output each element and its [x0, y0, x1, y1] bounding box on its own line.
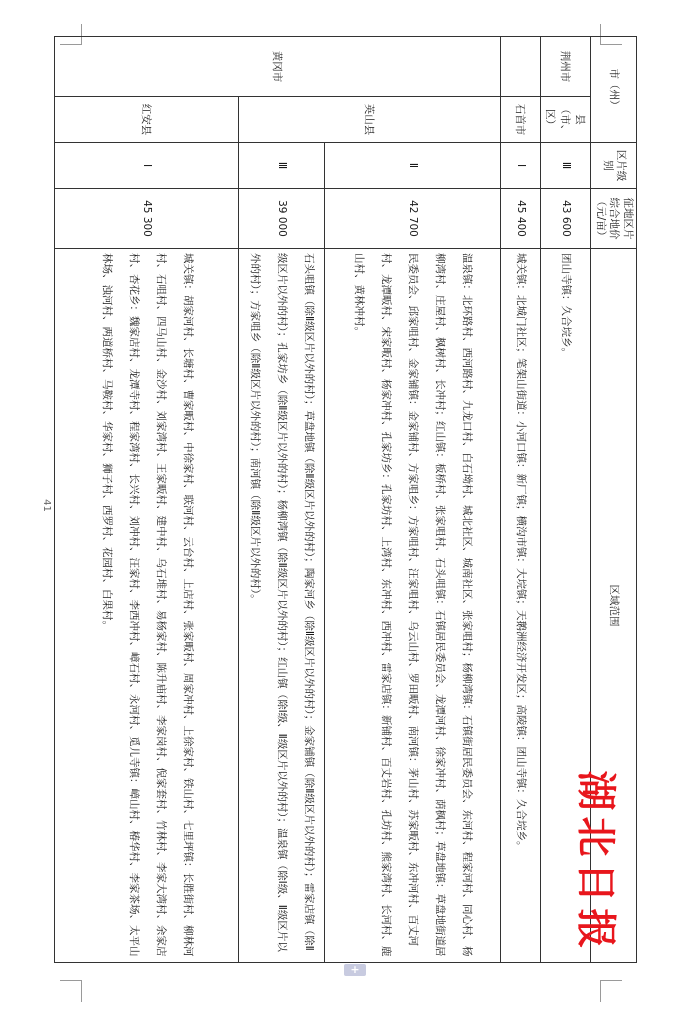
- table-row: [239, 37, 325, 963]
- cell-county: 红安县: [55, 97, 239, 143]
- logo-char: 日: [572, 862, 620, 903]
- crop-mark: [81, 980, 82, 1002]
- cell-county-header: 县（市、区）: [541, 97, 591, 143]
- cell-level: Ⅱ: [325, 143, 501, 189]
- cell-range: 团山寺镇：久合垸乡。: [541, 249, 591, 963]
- logo-char: 北: [572, 816, 620, 857]
- cell-price: 45 300: [55, 189, 239, 249]
- cell-level: Ⅰ: [55, 143, 239, 189]
- cell-price: 43 600: [541, 189, 591, 249]
- table-row: [325, 37, 501, 963]
- cell-range: 温泉镇：北环路村、西河路村、九龙口村、白石坳村、城北社区、城南社区、张家咀村；杨柳湾镇：石镇街居民委员会、东河村、程家河村、同心村、杨柳湾村、庄屋村、枫树村、长冲村；红山镇：板桥村、张家咀村、石头咀镇：石镇居民委员会、龙潭河村、徐家冲村、荫枫村；草盘地镇：草盘地街道居民委员会、邱家咀村、金家铺镇：金家铺村、方家咀乡：方家咀村、汪家咀村、乌云山村、罗田畈村、南河镇：茅山村、苏家畈村、东冲河村、百丈河村、龙潭畈村、宋家畈村、杨家冲村、孔家坊乡：孔家坊村、上湾村、东冲村、西冲村、雷家店镇：新铺村、百丈岩村、孔坊村、熊家湾村、长河村、鹿山村、黄林冲村。: [325, 249, 501, 963]
- hubei-daily-logo: [568, 762, 630, 952]
- cell-county: 石首市: [501, 97, 541, 143]
- page-number: 41: [40, 499, 52, 512]
- header-price: 征地区片综合地价（元/亩）: [591, 189, 637, 249]
- table-row: [55, 37, 239, 963]
- logo-char: 湖: [572, 770, 620, 811]
- cell-city: 荆州市: [541, 37, 591, 97]
- cell-price: 42 700: [325, 189, 501, 249]
- table-row: [501, 37, 541, 963]
- cell-level: Ⅲ: [239, 143, 325, 189]
- cell-price: 45 400: [501, 189, 541, 249]
- rotated-table-container: [85, 36, 637, 962]
- crop-mark: [600, 980, 601, 1002]
- cell-range: 石头咀镇（除Ⅱ级区片以外的村）；草盘地镇（除Ⅱ级区片以外的村）；陶家河乡（除Ⅱ级区片以外的村）；金家铺镇（除Ⅱ级区片以外的村）；雷家店镇（除Ⅱ级区片以外的村）；孔家坊乡（除Ⅱ级区片以外的村）；杨柳湾镇（除Ⅱ级区片以外的村）；红山镇（除Ⅰ级、Ⅱ级区片以外的村）；温泉镇（除Ⅰ级、Ⅱ级区片以外的村）；方家咀乡（除Ⅱ级区片以外的村）；南河镇（除Ⅱ级区片以外的村）。: [239, 249, 325, 963]
- header-range: 区域范围: [591, 249, 637, 963]
- cell-price: 39 000: [239, 189, 325, 249]
- cell-city: [501, 37, 541, 97]
- cell-level: Ⅲ: [541, 143, 591, 189]
- cell-county: 英山县: [239, 97, 501, 143]
- header-zone-level: 区片级别: [591, 143, 637, 189]
- cell-range: 城关镇：北城门社区；笔架山街道：小河口镇：新厂镇；横沟市镇：大垸镇；天鹅洲经济开发区；高陵镇：团山寺镇：久合垸乡。: [501, 249, 541, 963]
- crop-mark: [60, 980, 82, 981]
- header-city: 市（州）: [591, 37, 637, 143]
- land-price-table: [54, 36, 637, 963]
- cell-level: Ⅰ: [501, 143, 541, 189]
- logo-char: 报: [572, 908, 620, 949]
- add-page-button[interactable]: +: [344, 964, 366, 976]
- crop-mark: [600, 980, 622, 981]
- cell-city: 黄冈市: [55, 37, 501, 97]
- cell-range: 城关镇：胡家河村、长塘村、曹家畈村、中徐家村、联河村、云台村、上店村、张家畈村、周家冲村、上徐家村、铁山村、七里坪镇：长胜街村、柳林河村、石咀村、四马山村、金沙村、刘家湾村、王家畈村、建中村、乌石堆村、易杨家村、陈升庙村、李家岗村、倪家套村、竹林村、李家大湾村、余家店村、杏花乡：魏家店村、龙潭寺村、程家湾村、长兴村、刘冲村、汪家村、李西冲村、嶂石村、永河村、觅儿寺镇：嶂山村、椿华村、李家茶场、太平山林场、浊河村、两道桥村、马鞍村、华家村、狮子村、西罗村、花园村、白果村。: [55, 249, 239, 963]
